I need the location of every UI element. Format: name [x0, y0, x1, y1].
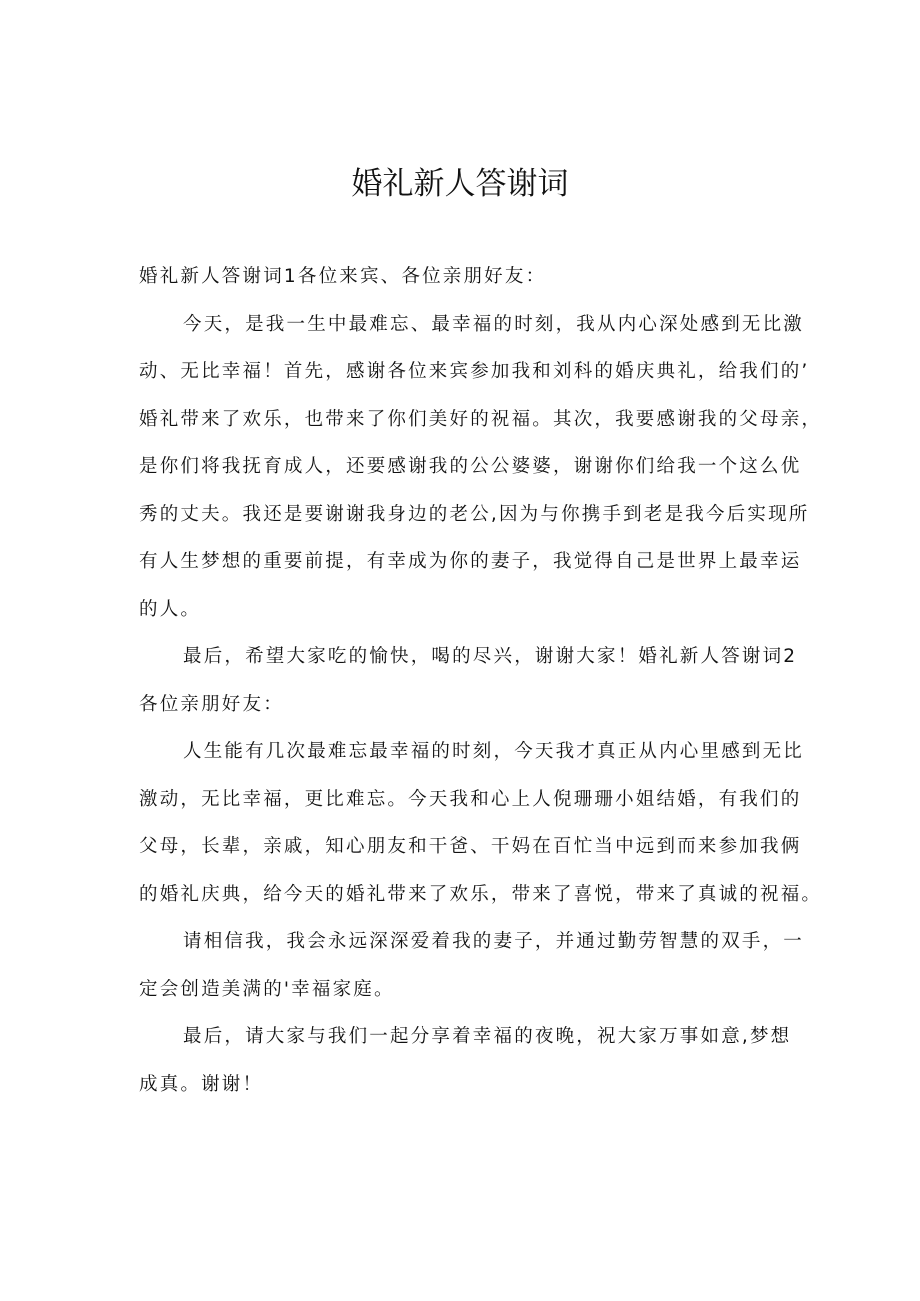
body-line: 的婚礼庆典，给今天的婚礼带来了欢乐，带来了喜悦，带来了真诚的祝福。 [139, 883, 823, 905]
document-title: 婚礼新人答谢词 [351, 166, 569, 202]
body-line: 请相信我，我会永远深深爱着我的妻子，并通过勤劳智慧的双手，一 [183, 931, 805, 952]
body-line: 的人。 [139, 598, 202, 620]
body-line: 父母，长辈，亲戚，知心朋友和干爸、干妈在百忙当中远到而来参加我俩 [139, 836, 802, 857]
body-line: 定会创造美满的'幸福家庭。 [139, 978, 395, 1000]
body-line: 是你们将我抚育成人，还要感谢我的公公婆婆，谢谢你们给我一个这么优 [139, 456, 802, 477]
body-line: 各位亲朋好友： [139, 693, 284, 715]
body-line: 今天，是我一生中最难忘、最幸福的时刻，我从内心深处感到无比激 [183, 313, 805, 335]
body-line: 最后，希望大家吃的愉快，喝的尽兴，谢谢大家！婚礼新人答谢词2 [183, 646, 798, 667]
body-line: 成真。谢谢！ [139, 1073, 264, 1095]
body-line: 人生能有几次最难忘最幸福的时刻，今天我才真正从内心里感到无比 [183, 741, 805, 762]
body-line: 婚礼新人答谢词1各位来宾、各位亲朋好友： [139, 266, 547, 287]
body-line: 动、无比幸福！首先，感谢各位来宾参加我和刘科的婚庆典礼，给我们的’ [139, 361, 810, 382]
body-line: 最后，请大家与我们一起分享着幸福的夜晚，祝大家万事如意,梦想 [183, 1026, 792, 1047]
body-line: 婚礼带来了欢乐，也带来了你们美好的祝福。其次，我要感谢我的父母亲， [139, 408, 823, 430]
document-body [139, 253, 823, 1108]
body-line: 秀的丈夫。我还是要谢谢我身边的老公,因为与你携手到老是我今后实现所 [139, 503, 810, 525]
body-line: 激动，无比幸福，更比难忘。今天我和心上人倪珊珊小姐结婚，有我们的 [139, 788, 802, 810]
body-line: 有人生梦想的重要前提，有幸成为你的妻子，我觉得自己是世界上最幸运 [139, 551, 802, 572]
